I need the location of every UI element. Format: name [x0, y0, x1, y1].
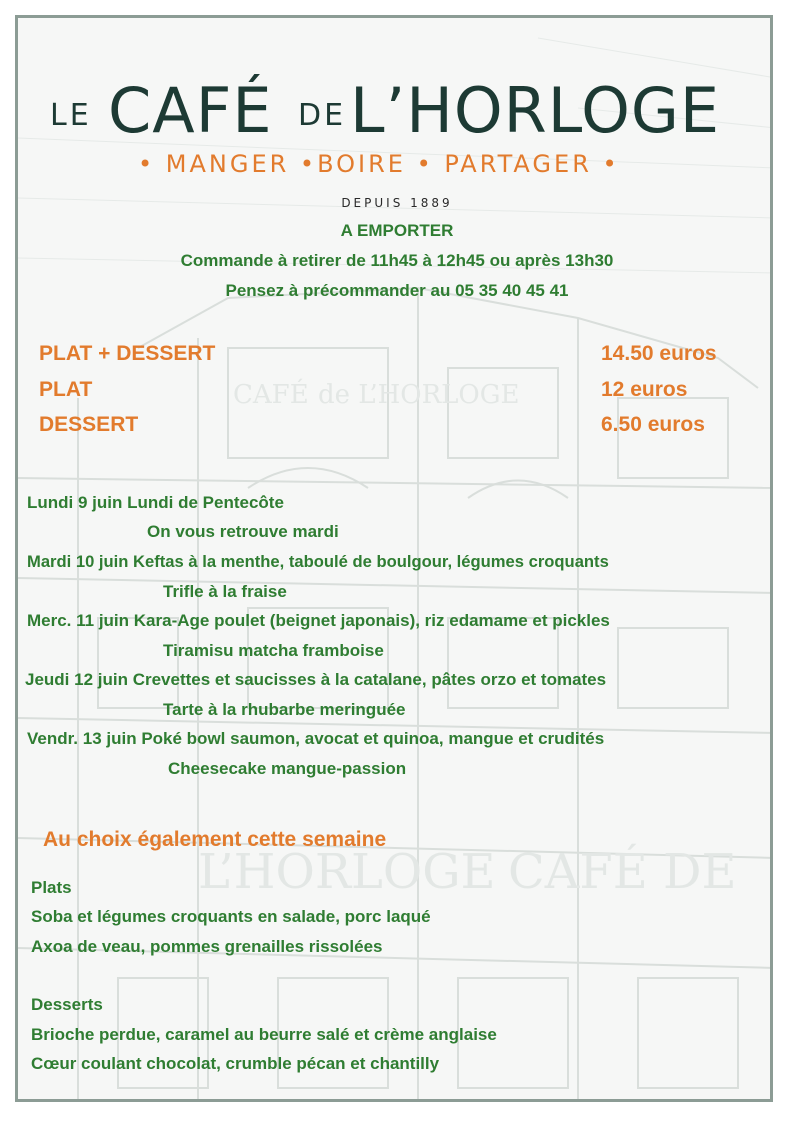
- dessert-item: Brioche perdue, caramel au beurre salé et crème anglaise: [31, 1025, 497, 1044]
- price-label-plat: PLAT: [39, 378, 93, 401]
- day-thursday-dessert: Tarte à la rhubarbe meringuée: [163, 700, 406, 719]
- logo-cafe: CAFÉ: [108, 74, 273, 147]
- plat-item: Axoa de veau, pommes grenailles rissolées: [31, 937, 383, 956]
- day-tuesday-dessert: Trifle à la fraise: [163, 582, 287, 601]
- preorder-phone: Pensez à précommander au 05 35 40 45 41: [225, 281, 569, 300]
- svg-text:CAFÉ DE: CAFÉ DE: [508, 844, 737, 900]
- logo-tagline: • MANGER •BOIRE • PARTAGER •: [138, 150, 620, 178]
- weekly-choice-title: Au choix également cette semaine: [43, 828, 387, 851]
- svg-text:CAFÉ: CAFÉ: [233, 380, 309, 410]
- pickup-hours: Commande à retirer de 11h45 à 12h45 ou après 13h30: [180, 251, 614, 270]
- logo-de: DE: [298, 98, 347, 133]
- day-wednesday-main: Merc. 11 juin Kara-Age poulet (beignet japonais), riz edamame et pickles: [27, 611, 610, 630]
- cafe-logo: [50, 74, 750, 150]
- svg-text:de L’HORLOGE: de L’HORLOGE: [318, 380, 520, 410]
- dessert-item: Cœur coulant chocolat, crumble pécan et chantilly: [31, 1054, 440, 1073]
- logo-le: LE: [50, 98, 92, 133]
- price-value-dessert: 6.50 euros: [601, 413, 705, 436]
- desserts-heading: Desserts: [31, 995, 103, 1014]
- day-friday-dessert: Cheesecake mangue-passion: [168, 759, 407, 778]
- logo-since: DEPUIS 1889: [341, 196, 453, 210]
- price-label-dessert: DESSERT: [39, 413, 139, 436]
- day-wednesday-dessert: Tiramisu matcha framboise: [163, 641, 384, 660]
- day-friday-main: Vendr. 13 juin Poké bowl saumon, avocat et quinoa, mangue et crudités: [27, 729, 605, 748]
- day-monday: Lundi 9 juin Lundi de Pentecôte: [27, 493, 284, 512]
- logo-horloge: L’HORLOGE: [350, 74, 721, 147]
- plats-heading: Plats: [31, 878, 72, 897]
- takeaway-title: A EMPORTER: [340, 221, 454, 240]
- day-tuesday-main: Mardi 10 juin Keftas à la menthe, taboulé de boulgour, légumes croquants: [27, 552, 609, 571]
- price-value-plat: 12 euros: [601, 378, 688, 401]
- plat-item: Soba et légumes croquants en salade, porc laqué: [31, 907, 431, 926]
- day-monday-note: On vous retrouve mardi: [147, 522, 339, 541]
- price-value-plat-dessert: 14.50 euros: [601, 342, 717, 365]
- svg-text:L’HORLOGE: L’HORLOGE: [198, 844, 496, 900]
- day-thursday-main: Jeudi 12 juin Crevettes et saucisses à la catalane, pâtes orzo et tomates: [25, 670, 607, 689]
- price-label-plat-dessert: PLAT + DESSERT: [39, 342, 216, 365]
